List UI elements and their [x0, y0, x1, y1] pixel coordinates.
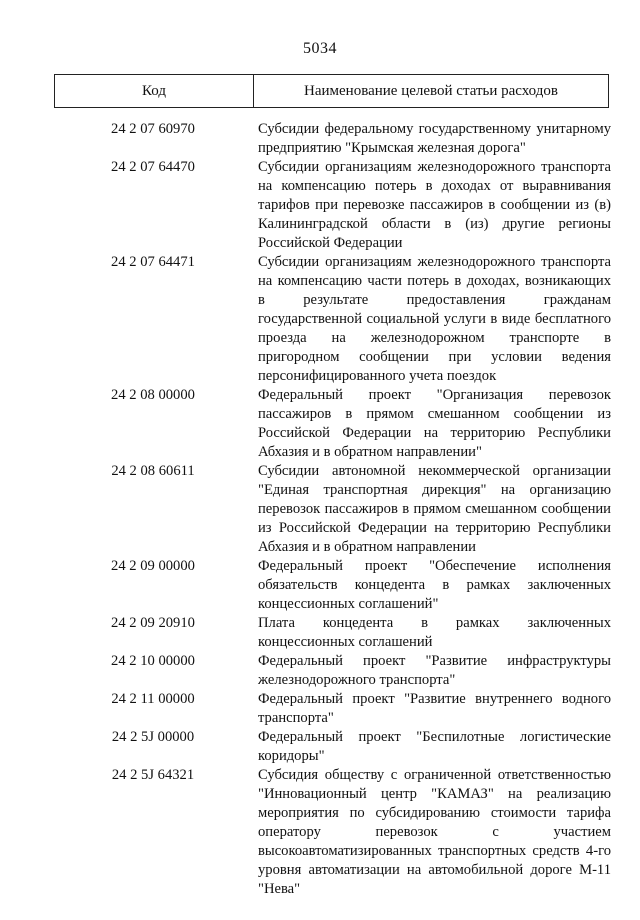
row-description: Федеральный проект "Беспилотные логистические коридоры": [258, 729, 611, 764]
row-code: 24 2 07 60970: [111, 121, 195, 137]
table-row: [54, 690, 614, 728]
table-row: [54, 614, 614, 652]
table-body: [54, 120, 614, 899]
table-row: [54, 728, 614, 766]
table-row: [54, 557, 614, 614]
row-code: 24 2 5J 00000: [111, 729, 195, 745]
table-row: [54, 462, 614, 557]
row-description: Федеральный проект "Обеспечение исполнения обязательств концедента в рамках заключенных концессионных соглашений": [258, 558, 611, 612]
row-code: 24 2 08 60611: [111, 463, 195, 479]
row-description: Федеральный проект "Развитие внутреннего водного транспорта": [258, 691, 611, 726]
row-code: 24 2 11 00000: [111, 691, 195, 707]
table-row: [54, 253, 614, 386]
row-description: Субсидии автономной некоммерческой организации "Единая транспортная дирекция" на организацию перевозок пассажиров в прямом смешанном сообщении из Российской Федерации на территорию Республики Абхазия и в обратном направлении: [258, 463, 611, 555]
header-name: Наименование целевой статьи расходов: [304, 82, 558, 99]
page-number: 5034: [303, 40, 337, 57]
header-code: Код: [55, 75, 254, 107]
row-code: 24 2 07 64470: [111, 159, 195, 175]
table-row: [54, 652, 614, 690]
row-code: 24 2 08 00000: [111, 387, 195, 403]
row-code: 24 2 09 00000: [111, 558, 195, 574]
row-code: 24 2 5J 64321: [111, 767, 195, 783]
row-description: Субсидии федеральному государственному унитарному предприятию "Крымская железная дорога": [258, 121, 611, 156]
row-description: Плата концедента в рамках заключенных концессионных соглашений: [258, 615, 611, 650]
table-row: [54, 158, 614, 253]
row-description: Субсидии организациям железнодорожного транспорта на компенсацию части потерь в доходах, возникающих в результате предоставления гражданам государственной социальной услуги в виде бесплатного проезда на железнодорожном транспорте в пригородном сообщении при условии ведения персонифицированного учета поездок: [258, 254, 611, 384]
table-header: [54, 74, 609, 108]
row-description: Федеральный проект "Развитие инфраструктуры железнодорожного транспорта": [258, 653, 611, 688]
row-code: 24 2 07 64471: [111, 254, 195, 270]
row-description: Субсидии организациям железнодорожного транспорта на компенсацию потерь в доходах от выравнивания тарифов при перевозке пассажиров в сообщении из (в) Калининградской области в (из) другие регионы Российской Федерации: [258, 159, 611, 251]
row-description: Субсидия обществу с ограниченной ответственностью "Инновационный центр "КАМАЗ" на реализацию мероприятия по субсидированию стоимости тарифа оператору перевозок с участием высокоавтоматизированных транспортных средств 4-го уровня автоматизации на автомобильной дороге М-11 "Нева": [258, 767, 611, 897]
table-row: [54, 386, 614, 462]
table-row: [54, 120, 614, 158]
row-code: 24 2 10 00000: [111, 653, 195, 669]
row-description: Федеральный проект "Организация перевозок пассажиров в прямом смешанном сообщении из Российской Федерации на территорию Республики Абхазия и в обратном направлении": [258, 387, 611, 460]
row-code: 24 2 09 20910: [111, 615, 195, 631]
table-row: [54, 766, 614, 899]
